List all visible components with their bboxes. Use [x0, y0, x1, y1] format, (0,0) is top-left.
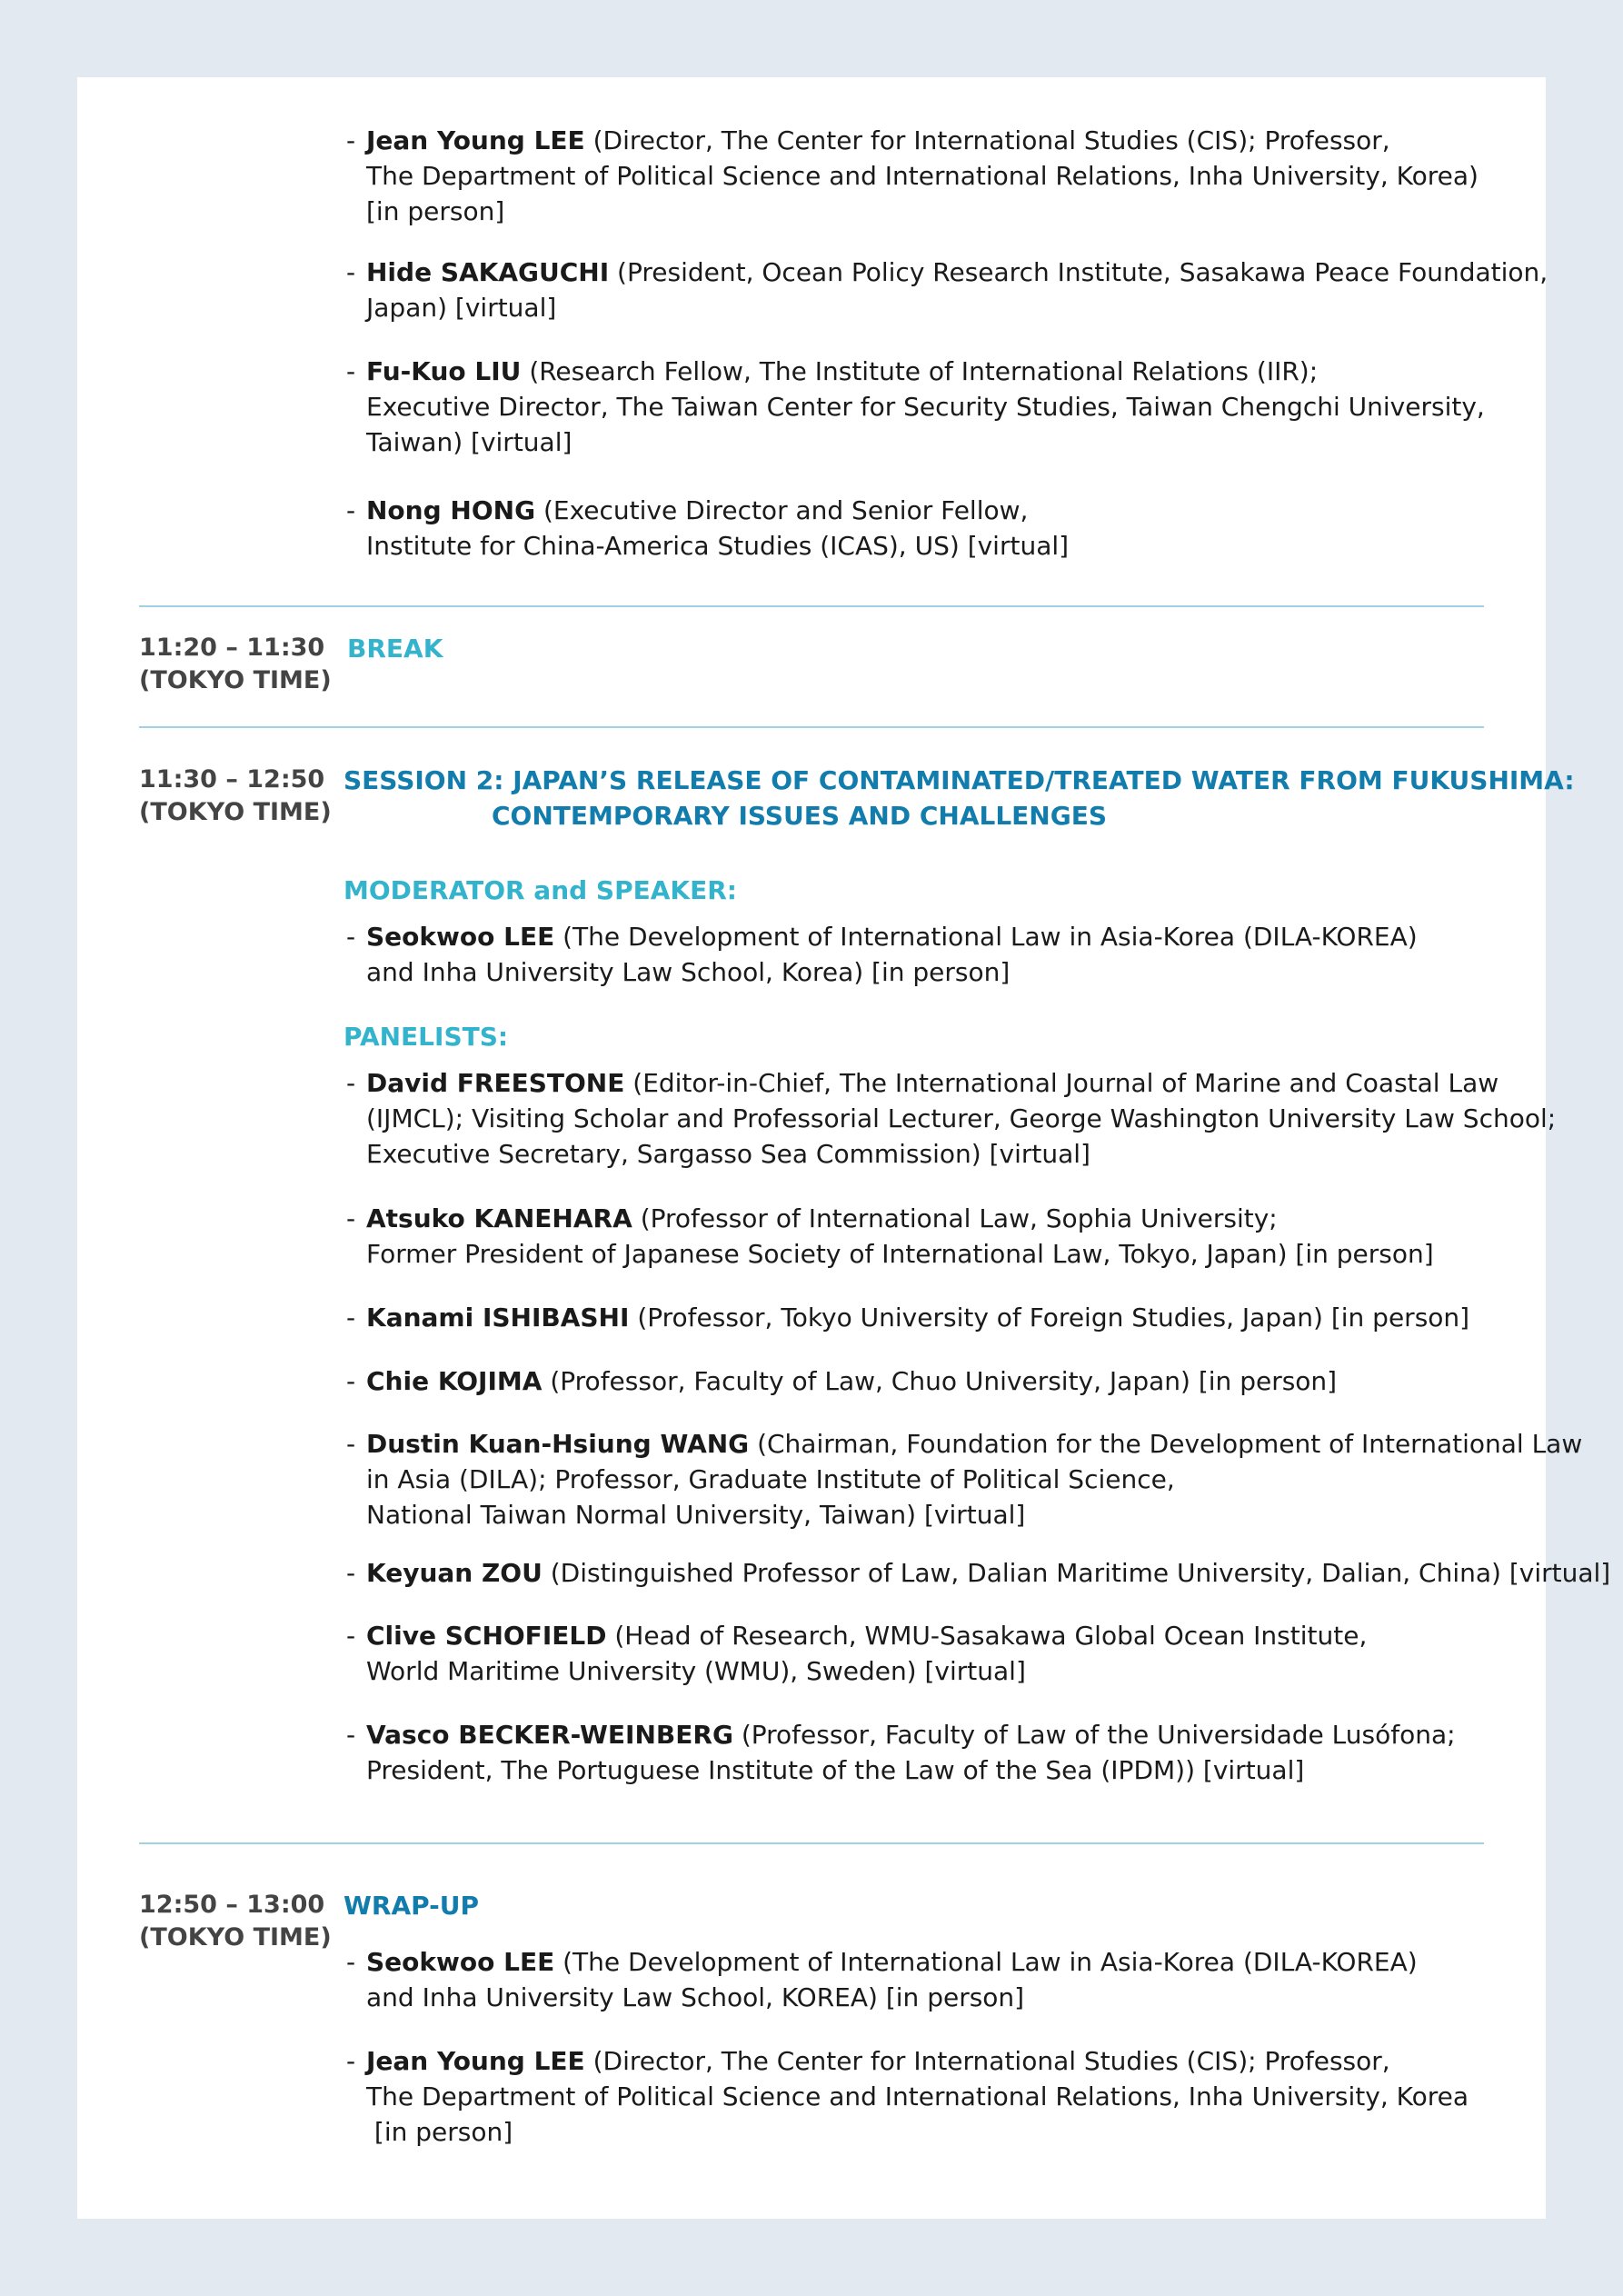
break-time: 11:20 – 11:30 (TOKYO TIME) — [139, 634, 332, 694]
speaker-name: Keyuan ZOU — [366, 1558, 543, 1588]
speaker-name: Dustin Kuan-Hsiung WANG — [366, 1429, 750, 1459]
panelist-entry: - Dustin Kuan-Hsiung WANG (Chairman, Foundation for the Development of International Law in Asia (DILA); Professor, Graduate Institute of Political Science, National Taiwan Normal University, Taiwan) [virtual] — [346, 1426, 1528, 1532]
speaker-affiliation: (Chairman, Foundation for the Development of International Law — [757, 1429, 1583, 1459]
speaker-affiliation: (Distinguished Professor of Law, Dalian Maritime University, Dalian, China) [virtual] — [550, 1558, 1611, 1588]
speaker-affiliation: Institute for China-America Studies (ICAS), US) [virtual] — [366, 531, 1070, 561]
speaker-affiliation: (Director, The Center for International Studies (CIS); Professor, — [592, 125, 1390, 155]
speaker-affiliation: Former President of Japanese Society of International Law, Tokyo, Japan) [in person] — [366, 1239, 1434, 1269]
speaker-affiliation: in Asia (DILA); Professor, Graduate Institute of Political Science, — [366, 1464, 1175, 1494]
moderator-heading: MODERATOR and SPEAKER: — [344, 875, 737, 905]
speaker-name: Seokwoo LEE — [366, 1947, 555, 1977]
speaker-name: David FREESTONE — [366, 1068, 625, 1098]
speaker-entry: - Hide SAKAGUCHI (President, Ocean Policy Research Institute, Sasakawa Peace Foundation, Japan) [virtual] — [346, 255, 1528, 325]
speaker-name: Jean Young LEE — [366, 125, 585, 155]
speaker-name: Kanami ISHIBASHI — [366, 1303, 630, 1333]
speaker-name: Seokwoo LEE — [366, 922, 555, 952]
panelist-entry: - Chie KOJIMA (Professor, Faculty of Law, Chuo University, Japan) [in person] — [346, 1366, 1338, 1396]
speaker-affiliation: and Inha University Law School, KOREA) [in person] — [366, 1982, 1025, 2012]
speaker-affiliation: [in person] — [366, 196, 505, 226]
speaker-affiliation: The Department of Political Science and International Relations, Inha University, Korea — [366, 2081, 1469, 2111]
wrapup-speaker-entry: - Seokwoo LEE (The Development of International Law in Asia-Korea (DILA-KOREA) and Inha University Law School, KOREA) [in person] — [346, 1944, 1528, 2015]
speaker-affiliation: Executive Director, The Taiwan Center for Security Studies, Taiwan Chengchi University, — [366, 392, 1485, 422]
speaker-affiliation: (The Development of International Law in Asia-Korea (DILA-KOREA) — [563, 922, 1418, 952]
section-divider — [139, 1842, 1484, 1844]
break-title: BREAK — [347, 634, 443, 664]
panelist-entry: - Clive SCHOFIELD (Head of Research, WMU-Sasakawa Global Ocean Institute, World Maritime University (WMU), Sweden) [virtual] — [346, 1618, 1528, 1689]
speaker-entry: - Fu-Kuo LIU (Research Fellow, The Institute of International Relations (IIR); Executive Director, The Taiwan Center for Security Studies, Taiwan Chengchi University, Taiwan) [virtual] — [346, 354, 1528, 460]
speaker-affiliation: The Department of Political Science and International Relations, Inha University, Korea) — [366, 161, 1479, 191]
speaker-name: Vasco BECKER-WEINBERG — [366, 1720, 733, 1750]
speaker-affiliation: (President, Ocean Policy Research Institute, Sasakawa Peace Foundation, — [617, 257, 1548, 287]
speaker-affiliation: (Director, The Center for International Studies (CIS); Professor, — [592, 2046, 1390, 2076]
speaker-affiliation: (Executive Director and Senior Fellow, — [543, 495, 1029, 525]
speaker-name: Jean Young LEE — [366, 2046, 585, 2076]
wrapup-speaker-entry: - Jean Young LEE (Director, The Center for International Studies (CIS); Professor, The Department of Political Science and International Relations, Inha University, Korea [in person] — [346, 2043, 1528, 2150]
speaker-affiliation: Executive Secretary, Sargasso Sea Commission) [virtual] — [366, 1139, 1090, 1169]
section-divider — [139, 726, 1484, 728]
speaker-affiliation: (Head of Research, WMU-Sasakawa Global Ocean Institute, — [614, 1621, 1368, 1651]
speaker-affiliation: President, The Portuguese Institute of the Law of the Sea (IPDM)) [virtual] — [366, 1755, 1305, 1785]
speaker-affiliation: [in person] — [366, 2117, 513, 2147]
speaker-entry: - Jean Young LEE (Director, The Center for International Studies (CIS); Professor, The Department of Political Science and International Relations, Inha University, Korea) [in person] — [346, 123, 1528, 229]
panelists-heading: PANELISTS: — [344, 1022, 509, 1052]
speaker-affiliation: National Taiwan Normal University, Taiwan) [virtual] — [366, 1500, 1026, 1530]
speaker-entry: - Nong HONG (Executive Director and Senior Fellow, Institute for China-America Studies (ICAS), US) [virtual] — [346, 493, 1528, 564]
speaker-affiliation: (Research Fellow, The Institute of International Relations (IIR); — [529, 356, 1319, 386]
speaker-affiliation: (IJMCL); Visiting Scholar and Professorial Lecturer, George Washington University Law School; — [366, 1103, 1557, 1133]
speaker-affiliation: and Inha University Law School, Korea) [in person] — [366, 957, 1011, 987]
session2-title: SESSION 2: JAPAN’S RELEASE OF CONTAMINATED/TREATED WATER FROM FUKUSHIMA: CONTEMPORARY ISSUES AND CHALLENGES — [344, 765, 1575, 831]
speaker-affiliation: Taiwan) [virtual] — [366, 427, 573, 457]
speaker-affiliation: Japan) [virtual] — [366, 293, 557, 323]
speaker-name: Clive SCHOFIELD — [366, 1621, 607, 1651]
panelist-entry: - Atsuko KANEHARA (Professor of International Law, Sophia University; Former President of Japanese Society of International Law, Tokyo, Japan) [in person] — [346, 1201, 1528, 1272]
wrapup-time: 12:50 – 13:00 (TOKYO TIME) — [139, 1891, 332, 1952]
panelist-entry: - Kanami ISHIBASHI (Professor, Tokyo University of Foreign Studies, Japan) [in person] — [346, 1303, 1470, 1333]
speaker-name: Hide SAKAGUCHI — [366, 257, 610, 287]
section-divider — [139, 605, 1484, 607]
speaker-affiliation: (Professor, Faculty of Law of the Universidade Lusófona; — [741, 1720, 1456, 1750]
speaker-affiliation: (The Development of International Law in Asia-Korea (DILA-KOREA) — [563, 1947, 1418, 1977]
speaker-affiliation: (Professor of International Law, Sophia University; — [640, 1203, 1278, 1233]
speaker-affiliation: (Professor, Tokyo University of Foreign Studies, Japan) [in person] — [637, 1303, 1470, 1333]
speaker-name: Fu-Kuo LIU — [366, 356, 522, 386]
speaker-name: Nong HONG — [366, 495, 536, 525]
speaker-affiliation: (Professor, Faculty of Law, Chuo University, Japan) [in person] — [550, 1366, 1338, 1396]
speaker-name: Chie KOJIMA — [366, 1366, 543, 1396]
speaker-affiliation: (Editor-in-Chief, The International Journal of Marine and Coastal Law — [632, 1068, 1499, 1098]
agenda-page — [77, 77, 1611, 2219]
panelist-entry: - Vasco BECKER-WEINBERG (Professor, Faculty of Law of the Universidade Lusófona; President, The Portuguese Institute of the Law of the Sea (IPDM)) [virtual] — [346, 1717, 1528, 1788]
panelist-entry: - Keyuan ZOU (Distinguished Professor of Law, Dalian Maritime University, Dalian, China) [virtual] — [346, 1558, 1611, 1588]
session2-time: 11:30 – 12:50 (TOKYO TIME) — [139, 765, 332, 826]
panelist-entry: - David FREESTONE (Editor-in-Chief, The International Journal of Marine and Coastal Law (IJMCL); Visiting Scholar and Professorial Lecturer, George Washington University Law School; Executive Secretary, Sargasso Sea Commission) [virtual] — [346, 1065, 1528, 1172]
moderator-entry: - Seokwoo LEE (The Development of International Law in Asia-Korea (DILA-KOREA) and Inha University Law School, Korea) [in person] — [346, 919, 1528, 990]
speaker-affiliation: World Maritime University (WMU), Sweden) [virtual] — [366, 1656, 1026, 1686]
speaker-name: Atsuko KANEHARA — [366, 1203, 632, 1233]
wrapup-title: WRAP-UP — [344, 1891, 480, 1921]
